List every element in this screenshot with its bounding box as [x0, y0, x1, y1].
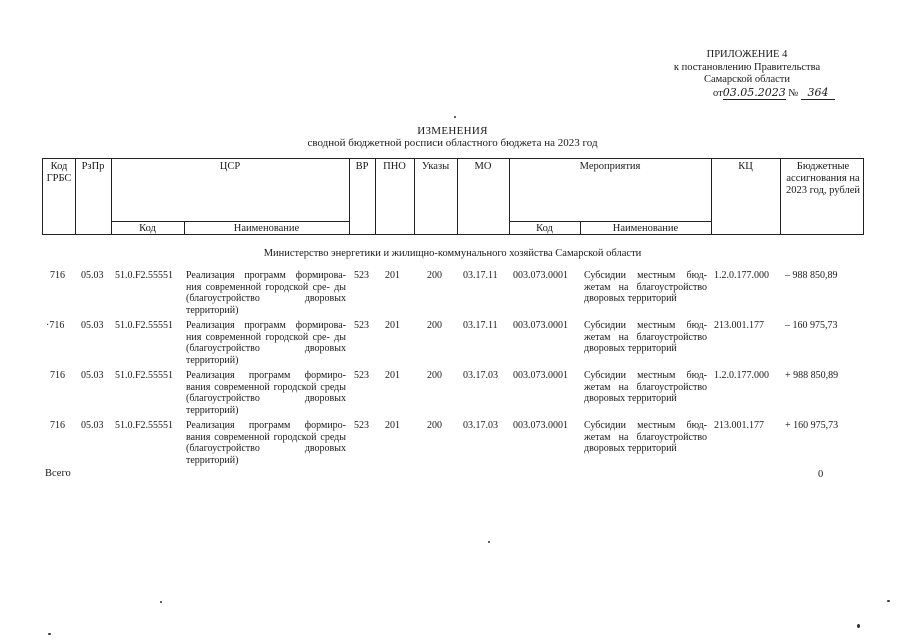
table-header — [42, 158, 864, 235]
cell-grbs: 716 — [50, 370, 65, 381]
header-ukazy: Указы — [421, 161, 450, 172]
cell-mer-code: 003.073.0001 — [513, 320, 568, 331]
appendix-signature-line — [647, 87, 847, 101]
cell-csr-code: 51.0.F2.55551 — [115, 270, 174, 281]
cell-mer-name: Субсидии местным бюд- жетам на благоустройство дворовых территорий — [584, 420, 707, 454]
appendix-line1: ПРИЛОЖЕНИЕ 4 — [706, 49, 788, 60]
cell-csr-code: 51.0.F2.55551 — [115, 370, 174, 381]
cell-rzpr: 05.03 — [81, 320, 104, 331]
header-csr: ЦСР — [219, 161, 241, 172]
cell-pno: 201 — [385, 270, 400, 281]
cell-csr-name: Реализация программ формиро- вания современной городской среды (благоустройство дворовых территорий) — [186, 370, 346, 416]
header-kod-grbs: Код ГРБС — [46, 161, 72, 184]
cell-csr-name: Реализация программ формирова- ния современной городской сре- ды (благоустройство дворовых территорий) — [186, 270, 346, 316]
cell-rzpr: 05.03 — [81, 270, 104, 281]
cell-mer-code: 003.073.0001 — [513, 420, 568, 431]
cell-ukazy: 200 — [427, 320, 442, 331]
date-value: 03.05.2023 — [722, 85, 786, 99]
header-vr: ВР — [355, 161, 369, 172]
header-meropriyatiya: Мероприятия — [579, 161, 641, 172]
cell-grbs: 716 — [50, 420, 65, 431]
header-mer-name: Наименование — [612, 223, 679, 234]
cell-mo: 03.17.11 — [463, 320, 498, 331]
cell-mer-code: 003.073.0001 — [513, 370, 568, 381]
header-kc: КЦ — [738, 161, 753, 172]
cell-pno: 201 — [385, 370, 400, 381]
header-mer-kod: Код — [536, 223, 553, 234]
document-title — [0, 125, 905, 149]
header-budget: Бюджетные ассигнования на 2023 год, рублей — [785, 161, 861, 196]
cell-kc: 213.001.177 — [714, 320, 764, 331]
cell-mo: 03.17.03 — [463, 370, 498, 381]
cell-vr: 523 — [354, 320, 369, 331]
cell-csr-code: 51.0.F2.55551 — [115, 320, 174, 331]
cell-csr-name: Реализация программ формирова- ния современной городской сре- ды (благоустройство дворовых территорий) — [186, 320, 346, 366]
cell-grbs: 716 — [50, 270, 65, 281]
appendix-line2: к постановлению Правительства — [673, 61, 821, 73]
cell-rzpr: 05.03 — [81, 370, 104, 381]
cell-mer-name: Субсидии местным бюд- жетам на благоустройство дворовых территорий — [584, 320, 707, 354]
cell-vr: 523 — [354, 370, 369, 381]
header-mo: МО — [474, 161, 492, 172]
title-main: ИЗМЕНЕНИЯ — [417, 125, 488, 137]
cell-ukazy: 200 — [427, 370, 442, 381]
scan-speck — [160, 601, 162, 603]
header-rzpr: РзПр — [81, 161, 105, 172]
scan-speck — [857, 624, 860, 628]
total-label: Всего — [45, 468, 71, 479]
ministry-name: Министерство энергетики и жилищно-коммунального хозяйства Самарской области — [263, 248, 642, 259]
cell-csr-name: Реализация программ формиро- вания современной городской среды (благоустройство дворовых территорий) — [186, 420, 346, 466]
header-csr-name: Наименование — [233, 223, 300, 234]
number-prefix: № — [788, 87, 799, 99]
header-csr-kod: Код — [139, 223, 156, 234]
cell-csr-code: 51.0.F2.55551 — [115, 420, 174, 431]
cell-pno: 201 — [385, 420, 400, 431]
cell-kc: 213.001.177 — [714, 420, 764, 431]
cell-mer-code: 003.073.0001 — [513, 270, 568, 281]
cell-amount: – 988 850,89 — [785, 270, 838, 281]
scan-speck — [488, 541, 490, 543]
appendix-line3: Самарской области — [704, 74, 790, 85]
appendix-block — [647, 49, 847, 100]
cell-mer-name: Субсидии местным бюд- жетам на благоустройство дворовых территорий — [584, 270, 707, 304]
cell-grbs: ·716 — [46, 320, 65, 331]
scan-speck — [887, 600, 890, 602]
number-value: 364 — [801, 87, 835, 101]
cell-vr: 523 — [354, 270, 369, 281]
scan-speck — [454, 116, 456, 118]
cell-ukazy: 200 — [427, 420, 442, 431]
cell-amount: – 160 975,73 — [785, 320, 838, 331]
cell-mo: 03.17.11 — [463, 270, 498, 281]
cell-mer-name: Субсидии местным бюд- жетам на благоустройство дворовых территорий — [584, 370, 707, 404]
cell-amount: + 160 975,73 — [785, 420, 839, 431]
cell-kc: 1.2.0.177.000 — [714, 370, 769, 381]
cell-amount: + 988 850,89 — [785, 370, 839, 381]
cell-kc: 1.2.0.177.000 — [714, 270, 769, 281]
cell-mo: 03.17.03 — [463, 420, 498, 431]
scan-speck — [48, 633, 51, 635]
date-prefix: от — [713, 87, 723, 99]
cell-vr: 523 — [354, 420, 369, 431]
cell-pno: 201 — [385, 320, 400, 331]
title-sub: сводной бюджетной росписи областного бюджета на 2023 год — [307, 137, 598, 149]
total-value: 0 — [818, 469, 824, 480]
cell-rzpr: 05.03 — [81, 420, 104, 431]
cell-ukazy: 200 — [427, 270, 442, 281]
header-pno: ПНО — [383, 161, 406, 172]
